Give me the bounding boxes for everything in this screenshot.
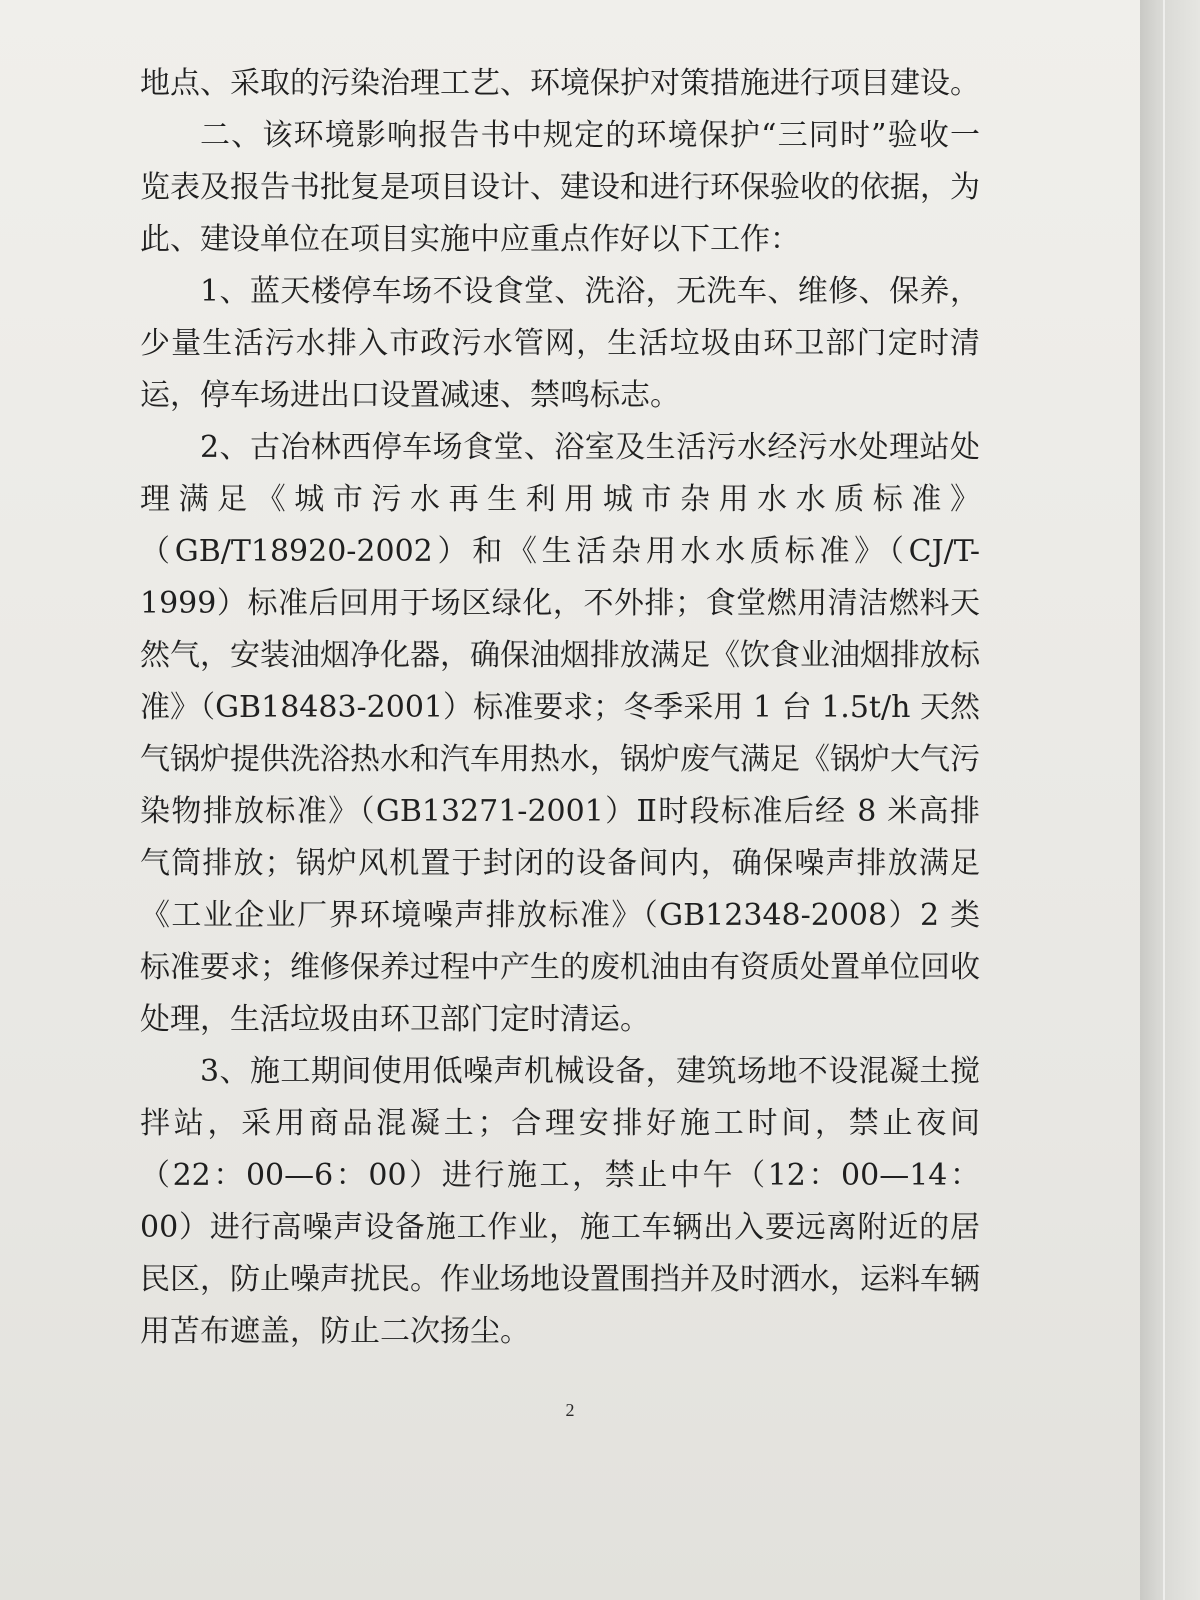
paragraph-item-1: 1、蓝天楼停车场不设食堂、洗浴，无洗车、维修、保养，少量生活污水排入市政污水管网，生活垃圾由环卫部门定时清运，停车场进出口设置减速、禁鸣标志。 — [140, 274, 980, 413]
paragraph-section-two: 二、该环境影响报告书中规定的环境保护“三同时”验收一览表及报告书批复是项目设计、建设和进行环保验收的依据，为此、建设单位在项目实施中应重点作好以下工作： — [140, 118, 980, 257]
page-number: 2 — [565, 1400, 575, 1420]
paragraph-item-2: 2、古冶林西停车场食堂、浴室及生活污水经污水处理站处理满足《城市污水再生利用城市杂用水水质标准》（GB/T18920-2002）和《生活杂用水水质标准》（CJ/T-1999）标准后回用于场区绿化，不外排；食堂燃用清洁燃料天然气，安装油烟净化器，确保油烟排放满足《饮食业油烟排放标准》（GB18483-2001）标准要求；冬季采用 1 台 1.5t/h 天然气锅炉提供洗浴热水和汽车用热水，锅炉废气满足《锅炉大气污染物排放标准》（GB13271-2001）Ⅱ时段标准后经 8 米高排气筒排放；锅炉风机置于封闭的设备间内，确保噪声排放满足《工业企业厂界环境噪声排放标准》（GB12348-2008）2 类标准要求；维修保养过程中产生的废机油由有资质处置单位回收处理，生活垃圾由环卫部门定时清运。 — [140, 430, 980, 1037]
background-surface — [1140, 0, 1200, 1600]
body-text — [140, 58, 980, 1358]
paragraph-item-3: 3、施工期间使用低噪声机械设备，建筑场地不设混凝土搅拌站，采用商品混凝土；合理安排好施工时间，禁止夜间（22：00—6：00）进行施工，禁止中午（12：00—14：00）进行高噪声设备施工作业，施工车辆出入要远离附近的居民区，防止噪声扰民。作业场地设置围挡并及时洒水，运料车辆用苫布遮盖，防止二次扬尘。 — [140, 1054, 980, 1349]
page-edge-highlight — [1163, 0, 1165, 1600]
paragraph-continuation: 地点、采取的污染治理工艺、环境保护对策措施进行项目建设。 — [140, 66, 980, 101]
